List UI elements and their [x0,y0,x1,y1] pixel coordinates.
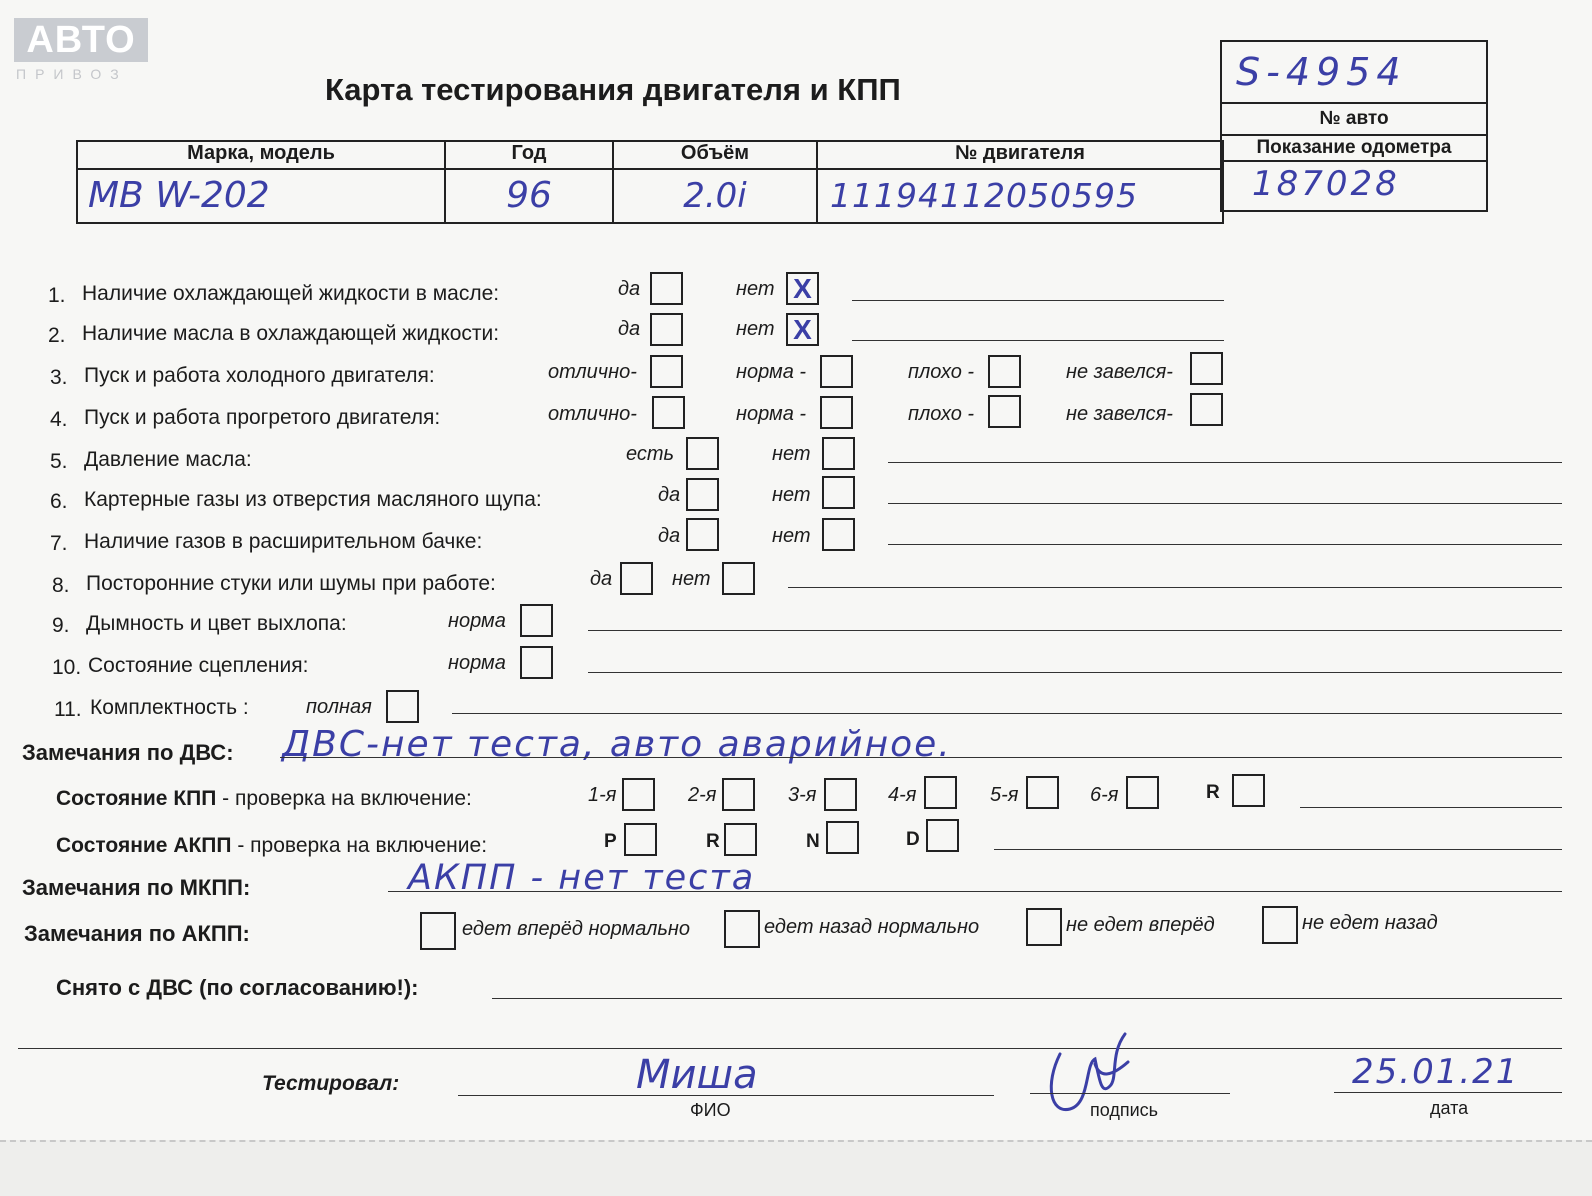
item-label: Наличие масла в охлаждающей жидкости: [82,322,500,345]
item-label: Пуск и работа прогретого двигателя: [84,406,441,429]
gear-checkbox-4[interactable] [924,776,957,809]
checkbox-no[interactable] [722,562,755,595]
date-line [1334,1092,1562,1093]
gear-checkbox-5[interactable] [1026,776,1059,809]
checkbox-yes[interactable] [650,272,683,305]
item-number: 11. [54,698,82,721]
date-label: дата [1430,1098,1469,1118]
gear-checkbox-2[interactable] [722,778,755,811]
page-title: Карта тестирования двигателя и КПП [325,72,901,107]
removed-label: Снято с ДВС (по согласованию!): [56,975,419,1000]
option-label: нет [736,278,775,300]
checkbox-normal[interactable] [520,646,553,679]
item-label: Наличие охлаждающей жидкости в масле: [82,282,500,305]
option-label: не едет назад [1302,912,1438,934]
option-label: норма [448,652,506,674]
checkbox-bad[interactable] [988,395,1021,428]
option-label: нет [736,318,775,340]
date-value[interactable]: 25.01.21 [1352,1052,1520,1092]
checkbox-no-backward[interactable] [1262,906,1298,944]
akpp-checkbox-p[interactable] [624,823,657,856]
gear-label: 5-я [990,784,1019,806]
checkbox-normal[interactable] [520,604,553,637]
item-label: Посторонние стуки или шумы при работе: [86,572,496,595]
akpp-checkbox-r[interactable] [724,823,757,856]
option-label: плохо - [908,403,975,425]
checkbox-forward-ok[interactable] [420,912,456,950]
checkbox-normal[interactable] [820,396,853,429]
checkbox-no-checked[interactable]: X [786,313,819,346]
comment-line [888,503,1562,504]
gear-checkbox-r[interactable] [1232,774,1265,807]
col-header-volume: Объём [680,142,750,164]
dvs-remarks-label: Замечания по ДВС: [22,740,234,765]
option-label: полная [306,696,372,718]
auto-number-box [1220,40,1488,212]
gear-label: 2-я [688,784,717,806]
option-label: не завелся- [1066,361,1173,383]
item-number: 6. [50,490,68,513]
checkbox-no[interactable] [822,518,855,551]
option-label: да [658,484,681,506]
comment-line [452,713,1562,714]
checkbox-no-checked[interactable]: X [786,272,819,305]
logo: АВТО [14,18,148,62]
comment-line [852,340,1224,341]
item-label: Пуск и работа холодного двигателя: [84,364,435,387]
vehicle-info-table [76,140,1224,224]
paper-edge [0,1140,1592,1196]
fio-line [458,1095,994,1096]
akpp-checkbox-n[interactable] [826,821,859,854]
akpp-label [56,834,487,858]
auto-number-value: S-4954 [1236,50,1407,94]
option-label: норма - [736,361,807,383]
value-model: МВ W-202 [88,175,270,216]
tested-by-label: Тестировал: [262,1072,400,1095]
option-label: едет вперёд нормально [462,918,691,940]
gear-checkbox-3[interactable] [824,778,857,811]
fio-label: ФИО [690,1100,731,1120]
akpp-gear-label: D [906,829,920,850]
comment-line [788,587,1562,588]
auto-number-label: № авто [1319,108,1389,129]
option-label: нет [772,443,811,465]
item-number: 4. [50,408,68,431]
item-number: 3. [50,366,68,389]
odometer-label: Показание одометра [1256,137,1452,158]
option-label: да [618,318,641,340]
checkbox-yes[interactable] [686,437,719,470]
option-label: нет [772,484,811,506]
dvs-remarks-line [280,757,1562,758]
checkbox-no[interactable] [822,476,855,509]
checkbox-yes[interactable] [650,313,683,346]
mkpp-remarks-line [388,891,1562,892]
checkbox-backward-ok[interactable] [724,910,760,948]
option-label: отлично- [548,361,637,383]
gear-label: 1-я [588,784,617,806]
akpp-gear-label: R [706,831,720,852]
akpp-remarks-label: Замечания по АКПП: [24,921,250,946]
checkbox-no-forward[interactable] [1026,908,1062,946]
option-label: плохо - [908,361,975,383]
checkbox-complete[interactable] [386,690,419,723]
checkbox-bad[interactable] [988,355,1021,388]
item-label: Дымность и цвет выхлопа: [86,612,347,635]
option-label: отлично- [548,403,637,425]
checkbox-normal[interactable] [820,355,853,388]
akpp-gear-label: N [806,831,820,852]
value-engine-number: 11194112050595 [830,176,1138,215]
value-year: 96 [506,175,552,216]
akpp-label-rest: - проверка на включение: [231,834,488,857]
logo-subtitle: ПРИВОЗ [16,66,128,82]
signature-label: подпись [1090,1100,1159,1120]
item-number: 7. [50,532,68,555]
gear-checkbox-6[interactable] [1126,776,1159,809]
col-header-model: Марка, модель [187,142,335,164]
item-number: 5. [50,450,68,473]
checkbox-yes[interactable] [686,478,719,511]
comment-line [588,672,1562,673]
comment-line [888,544,1562,545]
option-label: да [618,278,641,300]
value-volume: 2.0i [683,176,747,216]
mkpp-remarks-value[interactable]: АКПП - нет теста [408,858,756,898]
item-label: Давление масла: [84,448,252,471]
akpp-gear-label: P [604,831,617,852]
signature-line [1030,1093,1230,1094]
auto-number-divider [1222,102,1486,104]
option-label: нет [772,525,811,547]
gear-label: 3-я [788,784,817,806]
akpp-label-bold: Состояние АКПП [56,834,232,857]
kpp-line [1300,807,1562,808]
option-label: нет [672,568,711,590]
odometer-divider-2 [1222,160,1486,162]
removed-line [492,998,1562,999]
checkbox-no-start[interactable] [1190,352,1223,385]
kpp-label [56,787,472,811]
checkbox-yes[interactable] [686,518,719,551]
gear-label: R [1206,782,1220,803]
item-number: 2. [48,324,66,347]
item-number: 10. [52,656,82,679]
item-label: Комплектность : [90,696,249,719]
akpp-checkbox-d[interactable] [926,819,959,852]
kpp-label-rest: - проверка на включение: [216,787,472,810]
col-header-engine-number: № двигателя [955,142,1085,164]
option-label: да [658,525,681,547]
comment-line [852,300,1224,301]
col-header-year: Год [511,142,547,164]
fio-value[interactable]: Миша [636,1052,758,1098]
akpp-line [994,849,1562,850]
mkpp-remarks-label: Замечания по МКПП: [22,875,251,900]
option-label: норма - [736,403,807,425]
comment-line [888,462,1562,463]
dvs-remarks-value[interactable]: ДВС-нет теста, авто аварийное. [282,724,952,765]
gear-checkbox-1[interactable] [622,778,655,811]
checkbox-no[interactable] [822,437,855,470]
kpp-label-bold: Состояние КПП [56,787,217,810]
option-label: не завелся- [1066,403,1173,425]
odometer-divider [1222,134,1486,136]
gear-label: 4-я [888,784,917,806]
item-number: 1. [48,284,66,307]
item-label: Состояние сцепления: [88,654,309,677]
checkbox-excellent[interactable] [650,355,683,388]
option-label: да [590,568,613,590]
option-label: норма [448,610,506,632]
option-label: не едет вперёд [1066,914,1215,936]
comment-line [588,630,1562,631]
gear-label: 6-я [1090,784,1119,806]
option-label: есть [626,443,675,465]
option-label: едет назад нормально [764,916,980,938]
item-number: 8. [52,574,70,597]
checkbox-yes[interactable] [620,562,653,595]
odometer-value: 187028 [1252,164,1400,204]
checkbox-excellent[interactable] [652,396,685,429]
item-label: Наличие газов в расширительном бачке: [84,530,483,553]
checkbox-no-start[interactable] [1190,393,1223,426]
removed-line-2 [18,1048,1562,1049]
item-label: Картерные газы из отверстия масляного щупа: [84,488,542,511]
item-number: 9. [52,614,70,637]
